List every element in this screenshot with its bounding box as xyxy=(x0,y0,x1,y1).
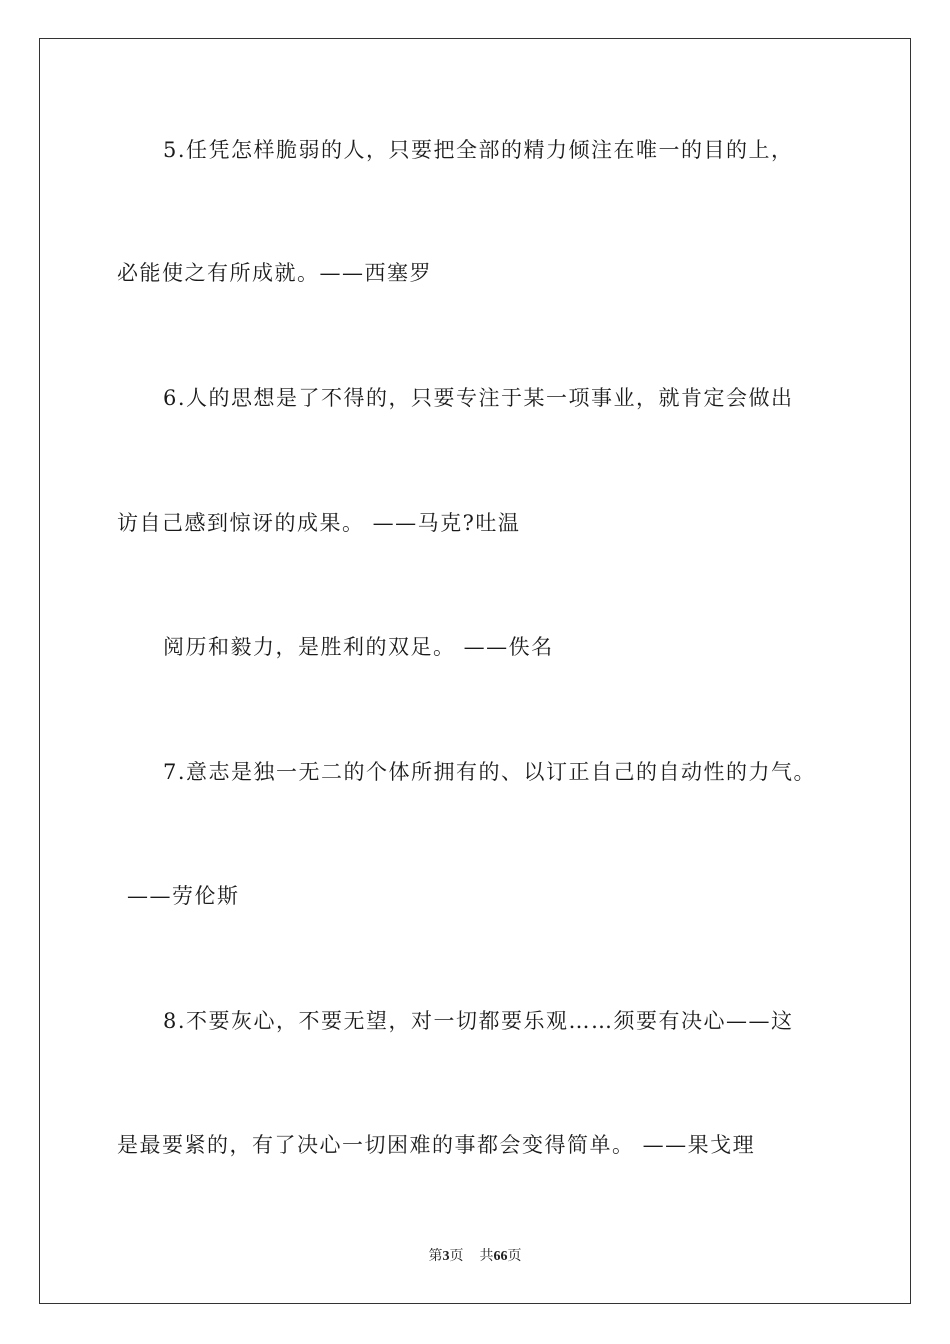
total-prefix: 共 xyxy=(479,1249,494,1264)
page-number: 3 xyxy=(442,1249,450,1264)
page-suffix: 页 xyxy=(449,1249,464,1264)
page-footer xyxy=(0,1247,950,1267)
paragraph-line: 阅历和毅力，是胜利的双足。 ——佚名 xyxy=(163,635,554,659)
paragraph-line: 是最要紧的，有了决心一切困难的事都会变得简单。 ——果戈理 xyxy=(117,1133,756,1157)
paragraph-line: ——劳伦斯 xyxy=(127,884,240,908)
paragraph-line: 必能使之有所成就。——西塞罗 xyxy=(117,261,432,285)
page-border xyxy=(39,38,911,1304)
page-prefix: 第 xyxy=(428,1249,443,1264)
paragraph-line: 7.意志是独一无二的个体所拥有的、以订正自己的自动性的力气。 xyxy=(163,760,817,784)
paragraph-line: 5.任凭怎样脆弱的人，只要把全部的精力倾注在唯一的目的上， xyxy=(163,138,794,162)
paragraph-line: 8.不要灰心，不要无望，对一切都要乐观……须要有决心——这 xyxy=(163,1009,794,1033)
paragraph-line: 6.人的思想是了不得的，只要专注于某一项事业，就肯定会做出 xyxy=(163,386,794,410)
total-suffix: 页 xyxy=(507,1249,522,1264)
paragraph-line: 访自己感到惊讶的成果。 ——马克?吐温 xyxy=(117,511,521,535)
total-pages: 66 xyxy=(493,1249,508,1264)
